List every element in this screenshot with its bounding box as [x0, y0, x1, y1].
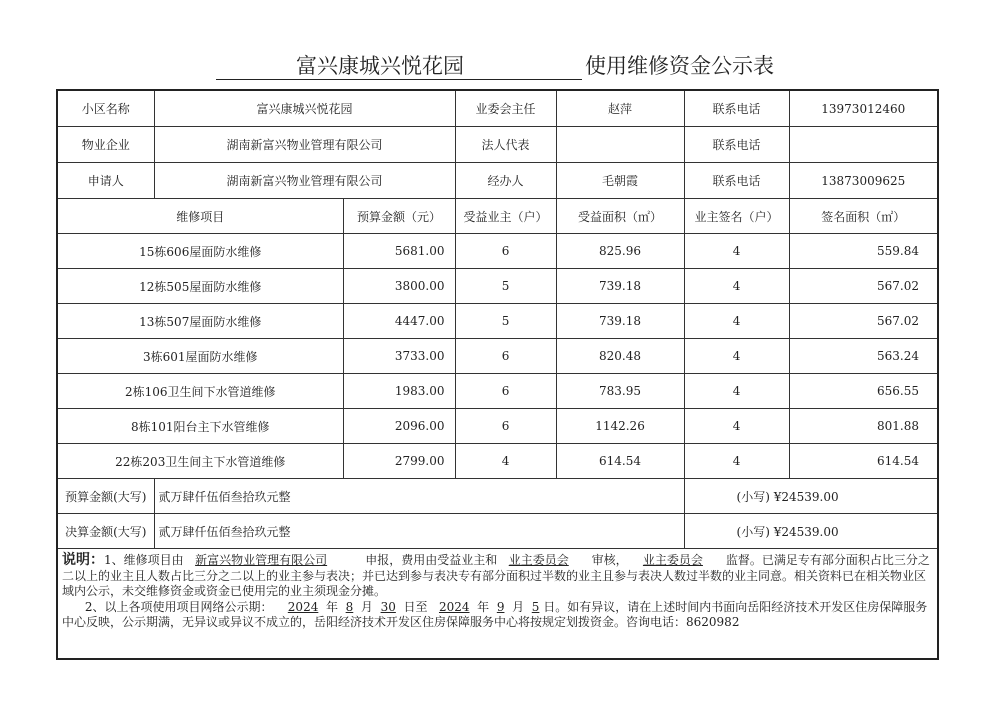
note-text: 年	[325, 599, 338, 614]
row-budget: 3800.00	[343, 269, 455, 304]
title-suffix: 使用维修资金公示表	[585, 54, 774, 78]
phone-value: 13973012460	[789, 90, 938, 127]
row-budget: 3733.00	[343, 339, 455, 374]
header-owners: 受益业主（户）	[455, 199, 556, 234]
info-row-3	[57, 163, 938, 199]
header-budget: 预算金额（元）	[343, 199, 455, 234]
handler-label: 经办人	[455, 163, 556, 199]
note-text: 审核，	[591, 553, 628, 567]
row-signed: 4	[684, 269, 789, 304]
note-month-end: 9	[496, 599, 505, 614]
row-project: 13栋507屋面防水维修	[57, 304, 343, 339]
note-text: 监督。已满足专有部分面积占比三分之二以上的业主且人数占比三分之二以上的业主参与表决；并已达到参与表决专有部分面积过半数的业主且参与表决人数过半数的业主同意。相关资料已在相关物业区域内公示，未交维修资金或资金已使用完的业主须现金分摊。	[62, 553, 930, 598]
row-signed-area: 567.02	[789, 304, 938, 339]
note-text: 月	[360, 599, 373, 614]
row-owners: 6	[455, 409, 556, 444]
note-company: 新富兴物业管理有限公司	[195, 553, 328, 567]
note-year-end: 2024	[438, 599, 470, 614]
row-owners: 5	[455, 269, 556, 304]
row-signed-area: 801.88	[789, 409, 938, 444]
legal-value	[556, 127, 684, 163]
row-signed-area: 614.54	[789, 444, 938, 479]
row-budget: 5681.00	[343, 234, 455, 269]
row-project: 8栋101阳台主下水管维修	[57, 409, 343, 444]
budget-words: 贰万肆仟伍佰叁拾玖元整	[154, 479, 684, 514]
fund-table	[56, 89, 939, 660]
row-signed: 4	[684, 339, 789, 374]
row-signed: 4	[684, 304, 789, 339]
note-day-start: 30	[380, 599, 396, 614]
note-month-start: 8	[345, 599, 354, 614]
row-project: 12栋505屋面防水维修	[57, 269, 343, 304]
row-area: 614.54	[556, 444, 684, 479]
table-row	[57, 444, 938, 479]
chair-label: 业委会主任	[455, 90, 556, 127]
final-words: 贰万肆仟伍佰叁拾玖元整	[154, 514, 684, 549]
row-area: 825.96	[556, 234, 684, 269]
row-area: 820.48	[556, 339, 684, 374]
row-project: 15栋606屋面防水维修	[57, 234, 343, 269]
header-project: 维修项目	[57, 199, 343, 234]
table-row	[57, 339, 938, 374]
note-text: 申报，费用由受益业主和	[365, 553, 498, 567]
final-label: 决算金额(大写)	[57, 514, 154, 549]
row-owners: 5	[455, 304, 556, 339]
note-text: 月	[512, 599, 525, 614]
community-label: 小区名称	[57, 90, 154, 127]
chair-value: 赵萍	[556, 90, 684, 127]
community-value: 富兴康城兴悦花园	[154, 90, 455, 127]
property-value: 湖南新富兴物业管理有限公司	[154, 127, 455, 163]
row-signed-area: 559.84	[789, 234, 938, 269]
note-text: 年	[477, 599, 490, 614]
table-row	[57, 374, 938, 409]
row-signed-area: 567.02	[789, 269, 938, 304]
row-signed-area: 656.55	[789, 374, 938, 409]
phone2-value	[789, 127, 938, 163]
column-header-row	[57, 199, 938, 234]
table-row	[57, 234, 938, 269]
row-area: 739.18	[556, 269, 684, 304]
title-community: 富兴康城兴悦花园	[296, 54, 464, 78]
row-project: 22栋203卫生间主下水管道维修	[57, 444, 343, 479]
row-signed: 4	[684, 444, 789, 479]
note-committee: 业主委员会	[508, 553, 569, 567]
phone2-label: 联系电话	[684, 127, 789, 163]
note-text: 日至	[403, 599, 428, 614]
row-owners: 6	[455, 374, 556, 409]
budget-label: 预算金额(大写)	[57, 479, 154, 514]
legal-label: 法人代表	[455, 127, 556, 163]
row-project: 3栋601屋面防水维修	[57, 339, 343, 374]
budget-small: (小写) ¥24539.00	[684, 479, 938, 514]
row-area: 783.95	[556, 374, 684, 409]
table-row	[57, 409, 938, 444]
note-text: 1、维修项目由	[104, 553, 184, 567]
note-text: 日。如有异议，请在上述时间内书面向岳阳经济技术开发区住房保障服务中心反映，公示期满，无异议或异议不成立的，岳阳经济技术开发区住房保障服务中心将按规定划拨资金。咨询电话：8620982	[62, 599, 928, 629]
final-small: (小写) ¥24539.00	[684, 514, 938, 549]
row-owners: 6	[455, 339, 556, 374]
note-day-end: 5	[531, 599, 540, 614]
handler-value: 毛朝霞	[556, 163, 684, 199]
table-row	[57, 269, 938, 304]
row-signed-area: 563.24	[789, 339, 938, 374]
final-total-row	[57, 514, 938, 549]
info-row-2	[57, 127, 938, 163]
budget-total-row	[57, 479, 938, 514]
row-area: 1142.26	[556, 409, 684, 444]
row-signed: 4	[684, 234, 789, 269]
applicant-value: 湖南新富兴物业管理有限公司	[154, 163, 455, 199]
row-project: 2栋106卫生间下水管道维修	[57, 374, 343, 409]
note-row	[57, 549, 938, 660]
row-budget: 2799.00	[343, 444, 455, 479]
header-area: 受益面积（㎡）	[556, 199, 684, 234]
note-heading: 说明：	[62, 552, 104, 568]
property-label: 物业企业	[57, 127, 154, 163]
note-text: 2、以上各项使用项目网络公示期：	[84, 599, 273, 614]
header-signed: 业主签名（户）	[684, 199, 789, 234]
info-row-1	[57, 90, 938, 127]
row-budget: 1983.00	[343, 374, 455, 409]
page-title	[0, 50, 1000, 82]
table-row	[57, 304, 938, 339]
phone3-label: 联系电话	[684, 163, 789, 199]
note-year-start: 2024	[287, 599, 319, 614]
note-block	[57, 549, 938, 660]
row-signed: 4	[684, 409, 789, 444]
note-committee: 业主委员会	[642, 553, 703, 567]
header-signed-area: 签名面积（㎡）	[789, 199, 938, 234]
row-owners: 4	[455, 444, 556, 479]
row-owners: 6	[455, 234, 556, 269]
applicant-label: 申请人	[57, 163, 154, 199]
row-budget: 2096.00	[343, 409, 455, 444]
row-budget: 4447.00	[343, 304, 455, 339]
phone3-value: 13873009625	[789, 163, 938, 199]
row-signed: 4	[684, 374, 789, 409]
phone-label: 联系电话	[684, 90, 789, 127]
row-area: 739.18	[556, 304, 684, 339]
